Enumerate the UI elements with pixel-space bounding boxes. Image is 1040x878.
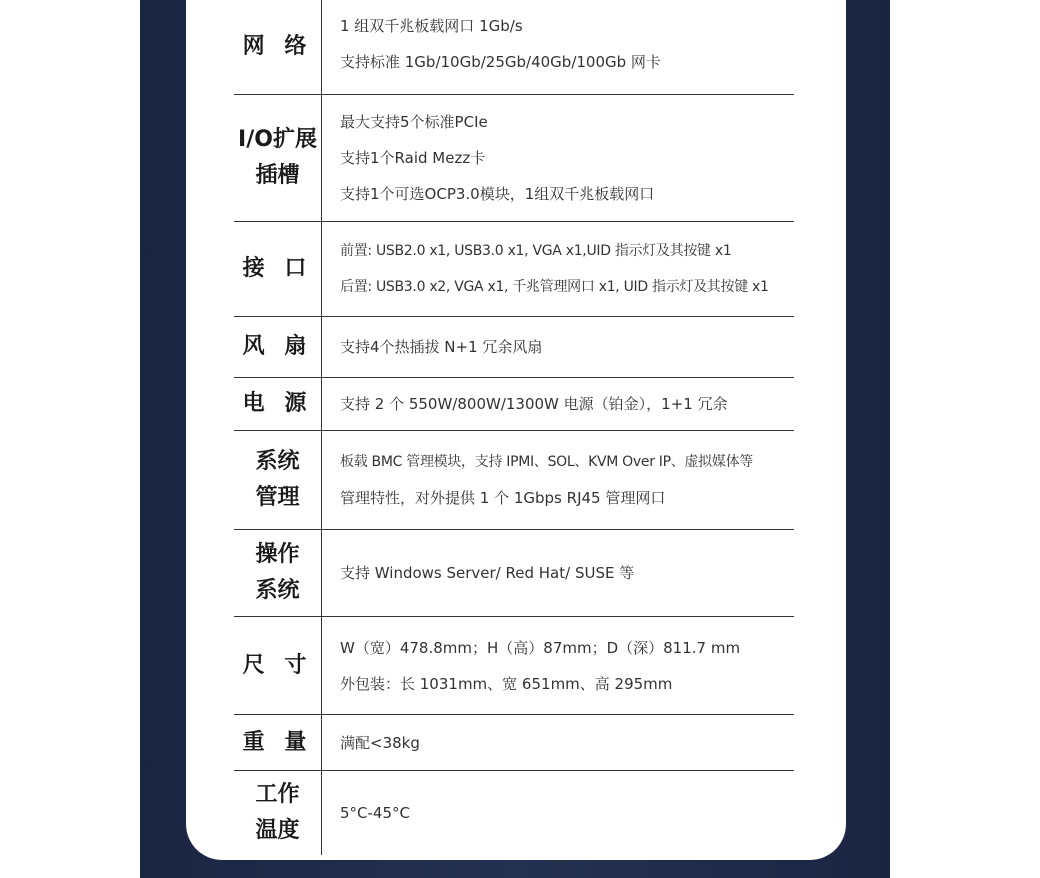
spec-value-line: 前置: USB2.0 x1, USB3.0 x1, VGA x1,UID 指示灯及其按键 x1 bbox=[340, 243, 732, 259]
spec-value-line: 最大支持5个标准PCIe bbox=[340, 113, 488, 131]
spec-values bbox=[322, 95, 794, 221]
spec-value-line: 后置: USB3.0 x2, VGA x1, 千兆管理网口 x1, UID 指示灯及其按键 x1 bbox=[340, 279, 769, 295]
spec-values bbox=[322, 0, 794, 94]
spec-row-network bbox=[234, 0, 794, 95]
spec-value-line: 管理特性，对外提供 1 个 1Gbps RJ45 管理网口 bbox=[340, 489, 666, 507]
spec-row-power bbox=[234, 378, 794, 431]
spec-row-dimensions bbox=[234, 617, 794, 715]
spec-label: 接 口 bbox=[234, 222, 322, 316]
spec-value-line: 5°C-45°C bbox=[340, 804, 410, 822]
spec-value-line: 支持4个热插拔 N+1 冗余风扇 bbox=[340, 338, 543, 356]
spec-values bbox=[322, 771, 794, 855]
spec-values bbox=[322, 378, 794, 430]
spec-value-line: 支持 2 个 550W/800W/1300W 电源（铂金），1+1 冗余 bbox=[340, 395, 728, 413]
spec-row-operating-system bbox=[234, 530, 794, 617]
spec-values bbox=[322, 617, 794, 714]
spec-label: 系统 管理 bbox=[234, 431, 322, 529]
spec-value-line: W（宽）478.8mm；H（高）87mm；D（深）811.7 mm bbox=[340, 638, 741, 657]
spec-row-interfaces bbox=[234, 222, 794, 317]
spec-values bbox=[322, 317, 794, 377]
spec-row-fans bbox=[234, 317, 794, 378]
spec-value-line: 支持 Windows Server/ Red Hat/ SUSE 等 bbox=[340, 564, 635, 582]
spec-value-line: 板载 BMC 管理模块，支持 IPMI、SOL、KVM Over IP、虚拟媒体等 bbox=[340, 454, 753, 470]
spec-label: 风 扇 bbox=[234, 317, 322, 377]
spec-label: 尺 寸 bbox=[234, 617, 322, 714]
spec-row-system-management bbox=[234, 431, 794, 530]
spec-value-line: 1 组双千兆板载网口 1Gb/s bbox=[340, 17, 523, 35]
spec-values bbox=[322, 530, 794, 616]
spec-label: 电 源 bbox=[234, 378, 322, 430]
spec-values bbox=[322, 431, 794, 529]
spec-values bbox=[322, 222, 794, 316]
spec-value-line: 支持1个Raid Mezz卡 bbox=[340, 149, 486, 167]
spec-label: 网 络 bbox=[234, 0, 322, 94]
spec-value-line: 外包装：长 1031mm、宽 651mm、高 295mm bbox=[340, 674, 673, 693]
spec-value-line: 满配<38kg bbox=[340, 733, 420, 752]
spec-row-weight bbox=[234, 715, 794, 771]
spec-value-line: 支持标准 1Gb/10Gb/25Gb/40Gb/100Gb 网卡 bbox=[340, 53, 661, 71]
spec-table bbox=[234, 0, 794, 855]
spec-label: 工作 温度 bbox=[234, 771, 322, 855]
spec-values bbox=[322, 715, 794, 770]
spec-row-io-expansion bbox=[234, 95, 794, 222]
spec-label: I/O扩展 插槽 bbox=[234, 95, 322, 221]
spec-value-line: 支持1个可选OCP3.0模块，1组双千兆板载网口 bbox=[340, 185, 655, 203]
spec-label: 操作 系统 bbox=[234, 530, 322, 616]
spec-label: 重 量 bbox=[234, 715, 322, 770]
spec-row-operating-temperature bbox=[234, 771, 794, 855]
